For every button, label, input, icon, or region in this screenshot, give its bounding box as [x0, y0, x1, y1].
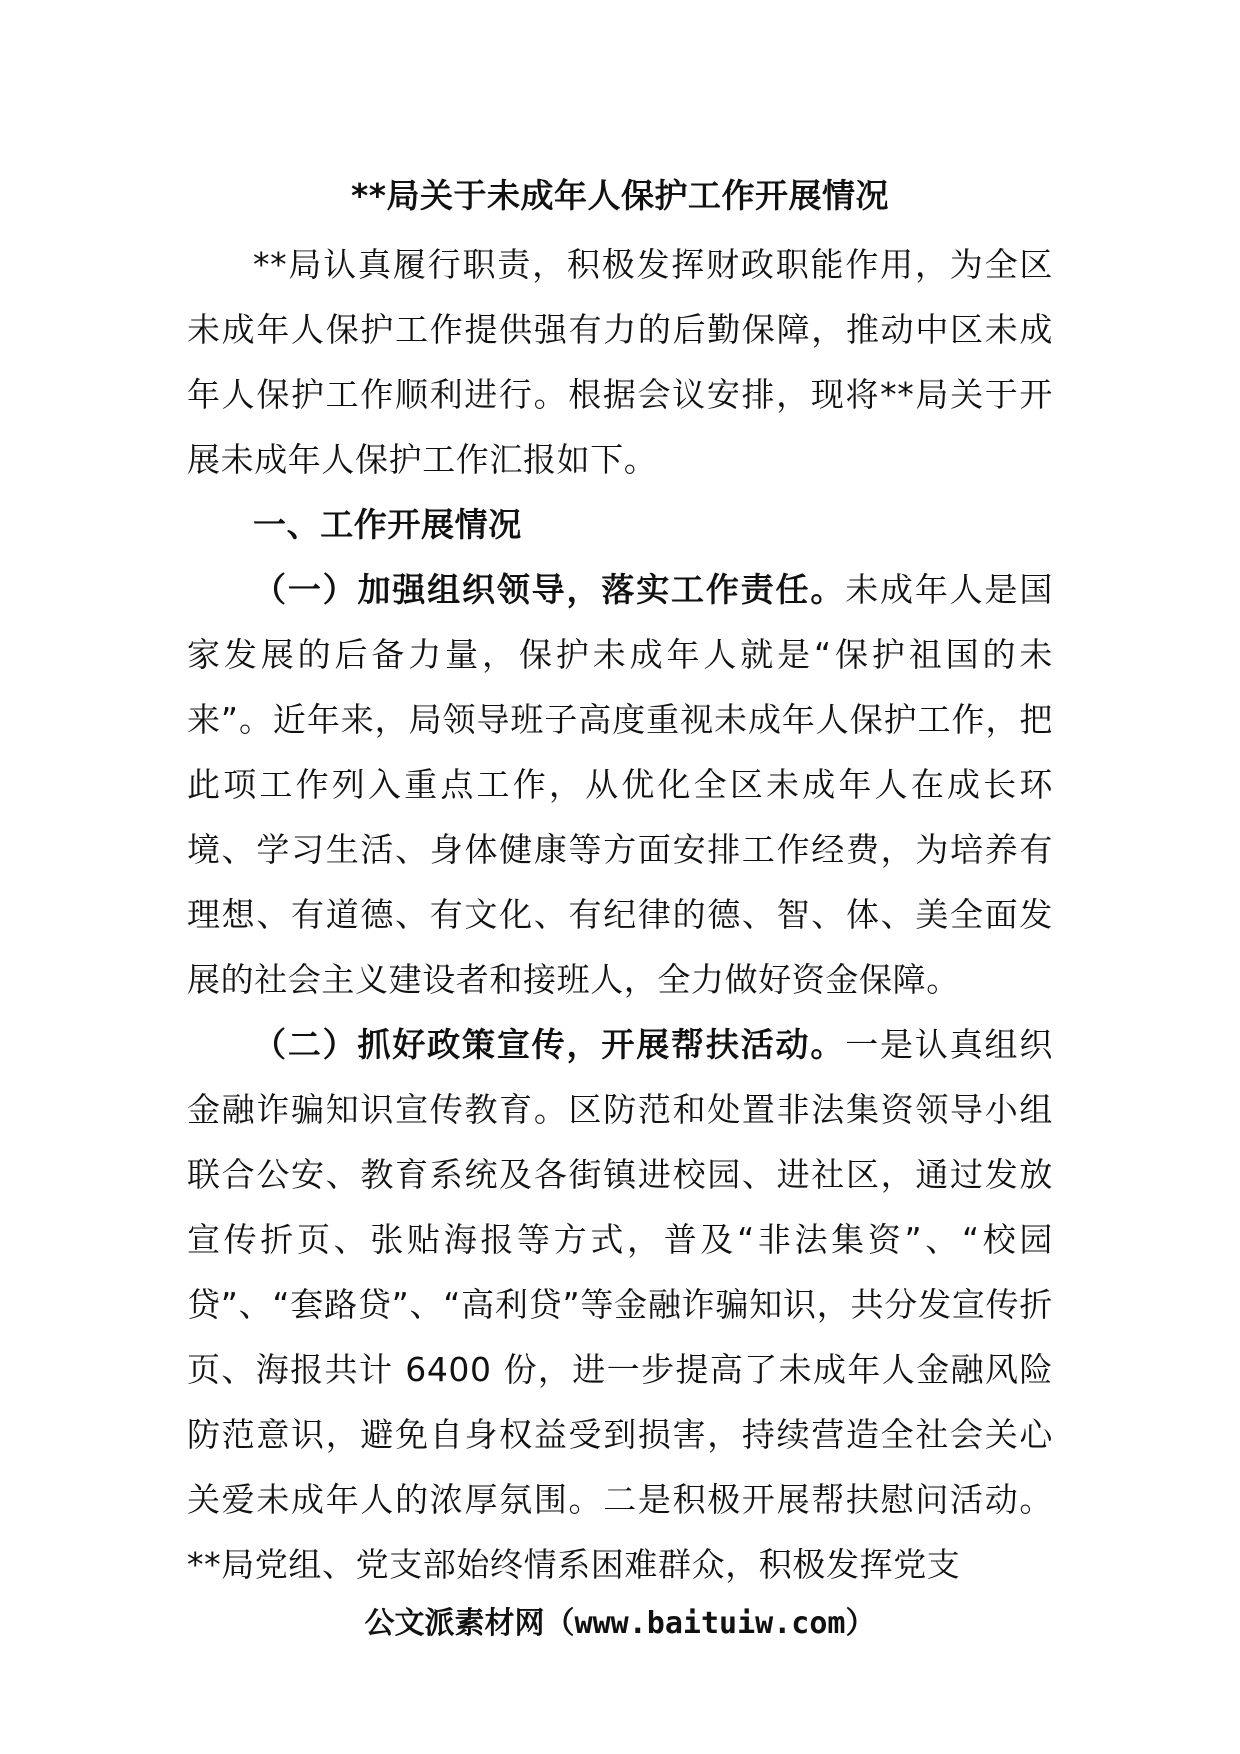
- subsection-2-text: 一是认真组织金融诈骗知识宣传教育。区防范和处置非法集资领导小组联合公安、教育系统及各街镇进校园、进社区，通过发放宣传折页、张贴海报等方式，普及“非法集资”、“校园贷”、“套路贷”、“高利贷”等金融诈骗知识，共分发宣传折页、海报共计 6400 份，进一步提高了未成年人金融风险防范意识，避免自身权益受到损害，持续营造全社会关心关爱未成年人的浓厚氛围。二是积极开展帮扶慰问活动。**局党组、党支部始终情系困难群众，积极发挥党支: [187, 1025, 1053, 1584]
- document-title: **局关于未成年人保护工作开展情况: [350, 176, 889, 215]
- subsection-2-paragraph: [187, 1012, 1053, 1597]
- document-body: [187, 232, 1053, 1597]
- footer-site-name: 公文派素材网: [364, 1606, 545, 1641]
- subsection-2-lead: （二）抓好政策宣传，开展帮扶活动。: [253, 1025, 846, 1064]
- subsection-1-lead: （一）加强组织领导，落实工作责任。: [253, 570, 846, 609]
- intro-paragraph: **局认真履行职责，积极发挥财政职能作用，为全区未成年人保护工作提供强有力的后勤保障，推动中区未成年人保护工作顺利进行。根据会议安排，现将**局关于开展未成年人保护工作汇报如下。: [187, 245, 1053, 479]
- subsection-1-paragraph: [187, 557, 1053, 1012]
- subsection-1-text: 未成年人是国家发展的后备力量，保护未成年人就是“保护祖国的未来”。近年来，局领导班子高度重视未成年人保护工作，把此项工作列入重点工作，从优化全区未成年人在成长环境、学习生活、身体健康等方面安排工作经费，为培养有理想、有道德、有文化、有纪律的德、智、体、美全面发展的社会主义建设者和接班人，全力做好资金保障。: [187, 570, 1053, 999]
- footer-site-url: （www.baituiw.com）: [544, 1606, 876, 1641]
- footer-watermark: [0, 1600, 1240, 1648]
- section-heading: 一、工作开展情况: [253, 505, 522, 544]
